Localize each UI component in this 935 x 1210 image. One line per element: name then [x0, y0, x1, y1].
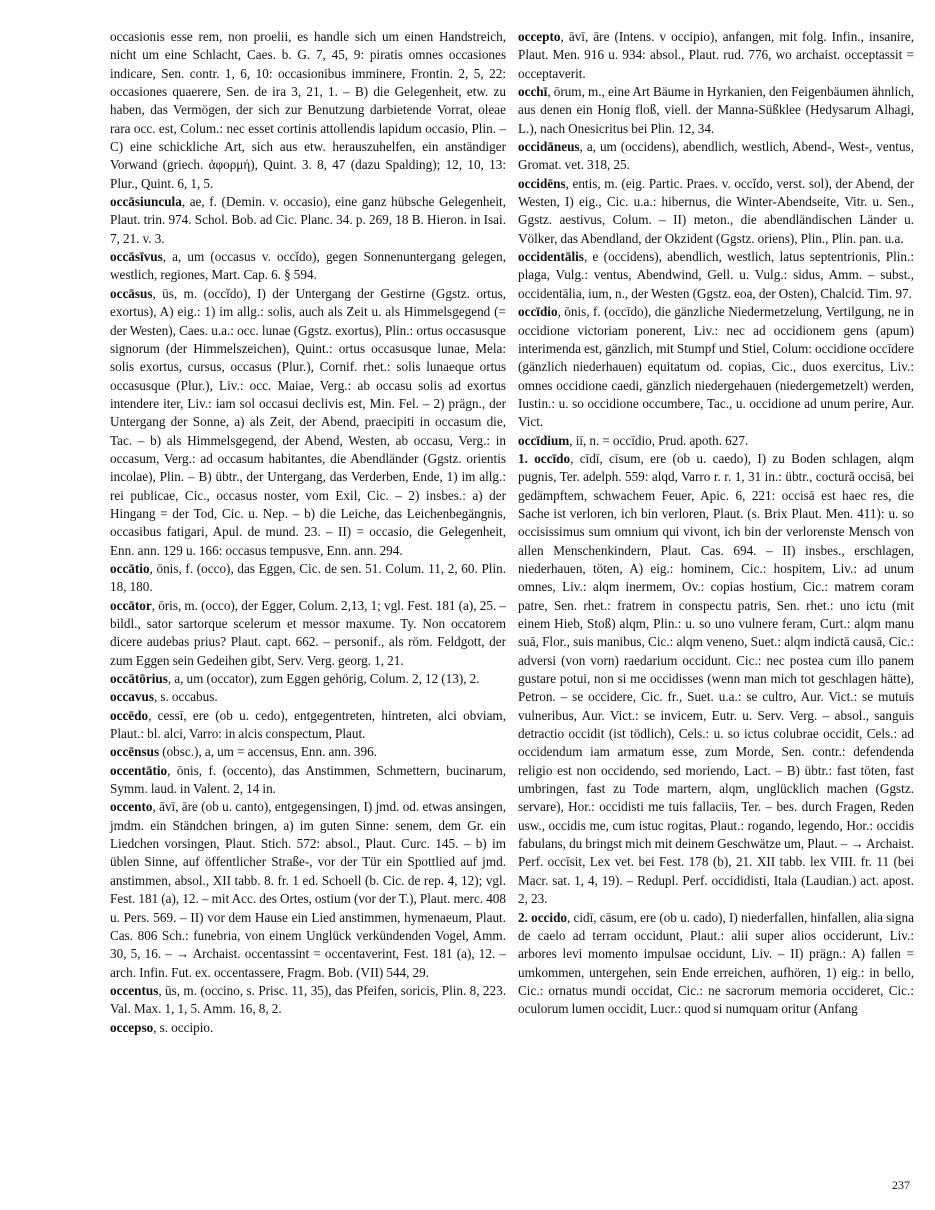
entry-lemma: occentātio	[110, 762, 168, 778]
dictionary-entry	[518, 909, 914, 1019]
entry-text: , ōnis, f. (occo), das Eggen, Cic. de sen. 51. Colum. 11, 2, 60. Plin. 18, 180.	[110, 560, 506, 595]
dictionary-entry	[110, 982, 506, 1019]
entry-lemma: occēdo	[110, 707, 149, 723]
dictionary-entry	[110, 707, 506, 744]
dictionary-entry	[110, 1019, 506, 1037]
entry-lemma: occīdio	[518, 304, 558, 320]
dictionary-entry	[518, 175, 914, 248]
entry-lemma: 2. occido	[518, 909, 567, 925]
dictionary-entry	[518, 432, 914, 450]
entry-text: , a, um (occasus v. occĭdo), gegen Sonnenuntergang gelegen, westlich, regiones, Mart. Cap. 6. § 594.	[110, 249, 506, 283]
entry-lemma: occīdium	[518, 432, 570, 448]
dictionary-entry	[518, 303, 914, 431]
entry-lemma: occhī	[518, 84, 548, 100]
entry-text: , entis, m. (eig. Partic. Praes. v. occĭdo, verst. sol), der Abend, der Westen, I) eig., Cic. u.a.: hibernus, die Winter-Abendseite, Vitr. u. Sen., Ggstz. aestivus, Colum. – II) meton., die abendländischen Länder u. Völker, das Abendland, der Okzident (Ggstz. oriens), Plin., Plin. pan. u.a.	[518, 175, 914, 246]
right-column	[518, 28, 914, 1019]
entry-text: , a, um (occidens), abendlich, westlich, Abend-, West-, ventus, Gromat. vet. 318, 25.	[518, 139, 914, 173]
dictionary-entry	[518, 28, 914, 83]
entry-lemma: 1. occīdo	[518, 450, 571, 466]
entry-text: , ūs, m. (occino, s. Prisc. 11, 35), das Pfeifen, soricis, Plin. 8, 223. Val. Max. 1, 1, 5. Amm. 16, 8, 2.	[110, 982, 506, 1017]
entry-text: , ūs, m. (occĭdo), I) der Untergang der Gestirne (Ggstz. ortus, exortus), A) eig.: 1) im allg.: solis, auch als Zeit u. als Himmelsgegend (= der Westen), Caes. u.a.: occ. lunae (Ggstz. exortus), Plin.: ortus occasusque signorum (der Himmelszeichen), Quint.: ortus occasusque lunae, Mela: solis exortus, cursus, occasus (Plur.), Cornif. rhet.: solis lunaeque ortus occasusque (Plur.), Liv.: occ. Maiae, Verg.: ab occasu solis ad exortus intendere iter, Liv.: iam sol occasui declivis est, Min. Fel. – 2) prägn., der Untergang der Sonne, a) als Zeit, der Abend, praecipiti in occasum die, Tac. – b) als Himmelsgegend, der Abend, Westen, ab occasu, Verg.: in occasum, Verg.: ad occasum habitantes, die Abendländer (Ggstz. orientis incolae), Plin. – B) übtr., der Untergang, das Verderben, Ende, 1) im allg.: rei publicae, Cic., occasus noster, vom Exil, Cic. – 2) insbes.: a) der Hingang = der Tod, Cic. u. Nep. – b) die Leiche, das Leichenbegängnis, occasibus fatigari, Apul. de mund. 23. – II) = occasio, die Gelegenheit, Enn. ann. 129 u. 166: occasus tempusve, Enn. ann. 294.	[110, 285, 506, 558]
entry-lemma: occātor	[110, 597, 152, 613]
dictionary-entry	[110, 762, 506, 799]
page-number: 237	[892, 1178, 910, 1192]
entry-lemma: occātio	[110, 560, 150, 576]
dictionary-entry	[110, 248, 506, 285]
entry-text: , āvī, āre (ob u. canto), entgegensingen, I) jmd. od. etwas ansingen, jmdm. ein Ständchen bringen, a) im guten Sinne: senem, dem Gr. ein Liedchen vorsingen, Plaut. Stich. 572: absol., Plaut. Curc. 145. – b) im üblen Sinne, auf öffentlicher Straße-, vor der Tür ein Spottlied auf jmd. anstimmen, absol., XII tabb. 8. fr. 1 ed. Schoell (b. Cic. de rep. 4, 12); vgl. Fest. 181 (a), 12. – mit Acc. des Ortes, ostium (vor der T.), Plaut. merc. 408 u. Pers. 569. – II) vor dem Hause ein Lied anstimmen, hymenaeum, Plaut. Cas. 806 Sch.: funebria, von einem Unglück verkündenden Vogel, Amm. 30, 5, 16. – → Archaist. occentassint = occentaverint, Fest. 181 (a), 12. – arch. Infin. Fut. ex. occentassere, Fragm. Bob. (VII) 544, 29.	[110, 799, 506, 980]
dictionary-entry	[110, 285, 506, 560]
entry-text: , e (occidens), abendlich, westlich, latus septentrionis, Plin.: plaga, Vulg.: ventus, Abendwind, Gell. u. Vulg.: sidus, Amm. – subst., occidentālia, ium, n., der Westen (Ggstz. eoa, der Osten), Chalcid. Tim. 97.	[518, 249, 914, 301]
dictionary-entry	[518, 248, 914, 303]
entry-lemma: occātōrius	[110, 671, 168, 687]
dictionary-entry	[518, 450, 914, 909]
entry-text: , iī, n. = occīdio, Prud. apoth. 627.	[569, 432, 749, 448]
entry-text: , ae, f. (Demin. v. occasio), eine ganz hübsche Gelegenheit, Plaut. trin. 974. Schol. Bob. ad Cic. Planc. 34. p. 269, 18 B. Hieron. in Isai. 7, 21. v. 3.	[110, 194, 506, 246]
entry-lemma: occēnsus	[110, 744, 160, 760]
dictionary-entry	[110, 28, 506, 193]
entry-text: , a, um (occator), zum Eggen gehörig, Colum. 2, 12 (13), 2.	[167, 671, 480, 687]
entry-lemma: occidāneus	[518, 139, 580, 155]
entry-lemma: occepto	[518, 29, 561, 44]
entry-lemma: occento	[110, 799, 153, 815]
dictionary-entry	[110, 670, 506, 688]
entry-text: , ōnis, f. (occento), das Anstimmen, Schmettern, bucinarum, Symm. laud. in Valent. 2, 14 in.	[110, 762, 506, 797]
entry-lemma: occidentālis	[518, 249, 584, 265]
dictionary-entry	[110, 798, 506, 981]
entry-lemma: occentus	[110, 982, 159, 998]
dictionary-entry	[110, 597, 506, 670]
dictionary-entry	[110, 193, 506, 248]
entry-text: , s. occabus.	[153, 689, 218, 705]
dictionary-entry	[110, 688, 506, 706]
entry-lemma: occidēns	[518, 175, 566, 191]
entry-text: , ōnis, f. (occīdo), die gänzliche Niedermetzelung, Vertilgung, ne in occidione victoriam ponerent, Liv.: nec ad occidionem gens (apum) interimenda est, gänzlich, mit Stumpf und Stiel, Colum: occidione occīdere (gänzlich niederhauen) equitatum od. copias, Cic., duos exercitus, Liv.: omnes occidione caedi, gänzlich niedergehauen (niedergemetzelt) werden, Iustin.: u. so occidione occumbere, Tac., u. occidione ad unum perire, Aur. Vict.	[518, 304, 914, 430]
entry-text: (obsc.), a, um = accensus, Enn. ann. 396.	[159, 744, 377, 760]
entry-text: occasionis esse rem, non proelii, es handle sich um einen Handstreich, nicht um eine Schlacht, Caes. b. G. 7, 45, 9: piratis omnes occasiones indicare, Sen. contr. 1, 6, 10: occasionibus imminere, Frontin. 2, 5, 22: occasiones quaerere, Sen. de ira 3, 21, 1. – B) die Gelegenheit, etw. zu haben, das Vermögen, der sich zur Benutzung darbietende Vorrat, oleae rara occ. est, Colum.: nec esset cortinis attollendis lapidum occasio, Plin. – C) eine schickliche Art, sich aus etw. herauszuhelfen, ein anständiger Vorwand (griech. ἀφορμή), Quint. 3. 8, 47 (dazu Spalding); 12, 10, 13: Plur., Quint. 6, 1, 5.	[110, 29, 506, 191]
entry-lemma: occāsiuncula	[110, 194, 182, 210]
dictionary-entry	[518, 138, 914, 175]
entry-lemma: occepso	[110, 1019, 154, 1035]
entry-lemma: occavus	[110, 689, 154, 705]
entry-lemma: occāsus	[110, 285, 153, 301]
entry-text: , ōris, m. (occo), der Egger, Colum. 2,13, 1; vgl. Fest. 181 (a), 25. – bildl., sator sartorque scelerum et messor maxume. Ty. Non occatorem dicere audebas prius? Plaut. capt. 662. – personif., als röm. Feldgott, der zum Eggen sein Gedeihen gibt, Serv. Verg. georg. 1, 21.	[110, 597, 506, 668]
left-column	[110, 28, 506, 1037]
entry-text: , cidī, cāsum, ere (ob u. cado), I) niederfallen, hinfallen, alia signa de caelo ad terram occidunt, Plaut.: alii super alios occiderunt, Liv.: arbores levi momento impulsae occidunt, Liv. – II) prägn.: A) fallen = umkommen, untergehen, sein Ende erreichen, aufhören, 1) eig.: in bello, Cic.: ornatus mundi occidat, Cic.: ne sacrorum memoria occideret, Cic.: oculorum lumen occidit, Lucr.: quod si numquam oritur (Anfang	[518, 909, 914, 1017]
entry-text: , s. occipio.	[153, 1019, 214, 1035]
entry-text: , āvī, āre (Intens. v occipio), anfangen, mit folg. Infin., insanire, Plaut. Men. 916 u. 934: absol., Plaut. rud. 776, wo archaist. occeptassit = occeptaverit.	[518, 29, 914, 81]
entry-text: , cessī, ere (ob u. cedo), entgegentreten, hintreten, alci obviam, Plaut.: bl. alci, Varro: in alcis conspectum, Plaut.	[110, 707, 506, 742]
dictionary-entry	[110, 743, 506, 761]
dictionary-entry	[110, 560, 506, 597]
entry-text: , cīdī, cīsum, ere (ob u. caedo), I) zu Boden schlagen, alqm pugnis, Ter. adelph. 559: alqd, Varro r. r. 1, 31 in.: übtr., coctură occisā, bei gedämpftem, schwachem Feuer, Apic. 6, 221: occisā est haec res, die Sache ist verloren, ich bin verloren, Plaut. (s. Brix Plaut. Men. 411): u. so occisissimus sum omnium qui vivont, ich bin der verlorenste Mensch von allen Menschenkindern, Plaut. Cas. 694. – II) insbes., erschlagen, niederhauen, töten, A) eig.: hominem, Cic.: hospitem, Liv.: ad unum omnes, Liv.: alqm inermem, Ov.: copias hostium, Cic.: matrem coram patre, Sen. rhet.: fratrem in conspectu patris, Sen. rhet.: uno ictu (mit einem Hieb, Stoß) alqm, Plin.: u. so uno vulnere feram, Curt.: alqm manu suā, Flor., suis manibus, Cic.: alqm veneno, Suet.: alqm indictā causā, Cic.: adversi (von vorn) raedarium occidunt. Cic.: nec postea cum illo panem gustare potui, non si me occidisses (wenn man mich tot geschlagen hätte), Petron. – se occidere, Cic. fr., Suet. u.a.: se cultro, Aur. Vict.: se mutuis vulneribus, Aur. Vict.: se invicem, Eutr. u. Serv. Verg. – absol., sanguis detractio occidit (ist tödlich), Cels.: u. so ictus colubrae occidit, Cels.: ad occidendum iam armatum esse, zum Morde, Sen. contr.: defendenda religio est non occidendo, sed moriendo, Lact. – B) übtr.: fast töten, fast umbringen, fast zu Tode martern, alqm, unglücklich machen (Ggstz. servare), Hor.: occidisti me tuis fallaciis, Ter. – bes. durch Fragen, Reden usw., occidis me, cum istuc rogitas, Plaut.: rogando, legendo, Hor.: occidis fabulans, du bringst mich mit deinem Geschwätze um, Plaut. – → Archaist. Perf. occīsit, Lex vet. bei Fest. 178 (b), 21. XII tabb. lex VIII. fr. 11 (bei Macr. sat. 1, 4, 19). – Redupl. Perf. occididisti, Itala (Laudian.) act. apost. 2, 23.	[518, 450, 914, 907]
entry-lemma: occāsīvus	[110, 249, 163, 265]
dictionary-entry	[518, 83, 914, 138]
entry-text: , ōrum, m., eine Art Bäume in Hyrkanien, den Feigenbäumen ähnlich, aus denen ein Honig floß, viell. der Manna-Süßklee (Hedysarum Alhagi, L.), nach Onesicritus bei Plin. 12, 34.	[518, 84, 914, 136]
